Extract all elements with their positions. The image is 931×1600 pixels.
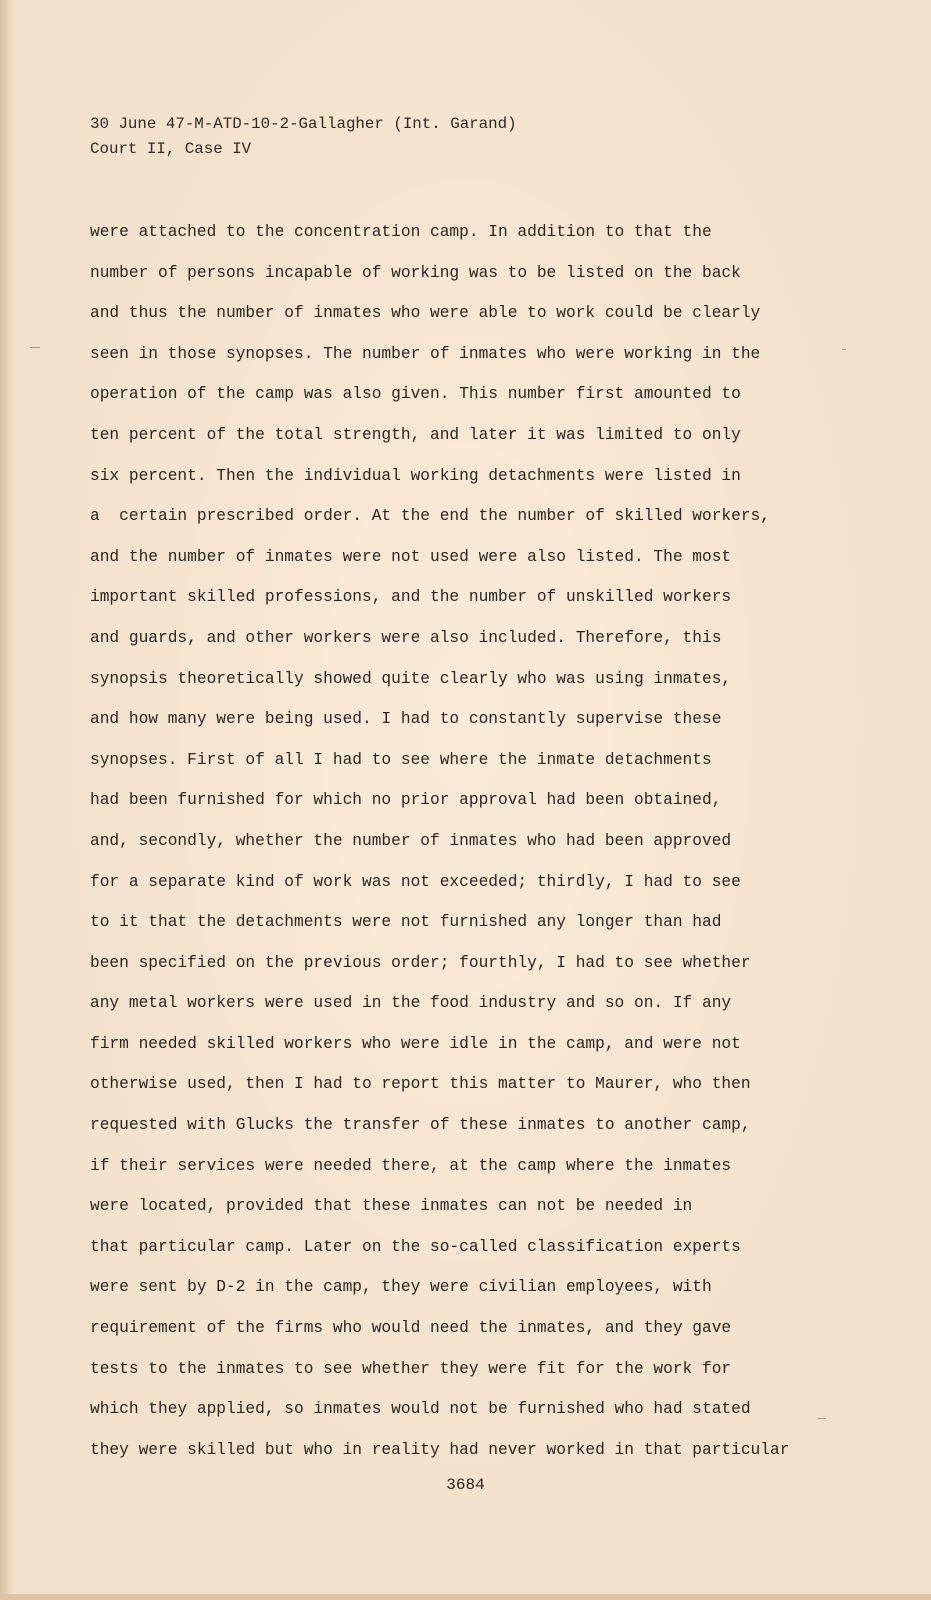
text-line: and thus the number of inmates who were able to work could be clearly bbox=[90, 304, 761, 323]
text-line: a certain prescribed order. At the end the number of skilled workers, bbox=[90, 507, 770, 526]
text-line: to it that the detachments were not furnished any longer than had bbox=[90, 913, 722, 932]
text-line: they were skilled but who in reality had never worked in that particular bbox=[90, 1440, 790, 1459]
text-line: number of persons incapable of working was to be listed on the back bbox=[90, 263, 741, 282]
header-reference-line: 30 June 47-M-ATD-10-2-Gallagher (Int. Garand) bbox=[90, 115, 517, 133]
text-line: operation of the camp was also given. This number first amounted to bbox=[90, 385, 741, 404]
page-number: 3684 bbox=[446, 1476, 485, 1494]
text-line: for a separate kind of work was not exceeded; thirdly, I had to see bbox=[90, 872, 741, 891]
text-line: and how many were being used. I had to constantly supervise these bbox=[90, 710, 722, 729]
text-line: tests to the inmates to see whether they were fit for the work for bbox=[90, 1359, 732, 1378]
paper-left-edge bbox=[0, 0, 14, 1600]
text-line: and the number of inmates were not used were also listed. The most bbox=[90, 547, 732, 566]
margin-mark bbox=[30, 347, 40, 348]
header-court-line: Court II, Case IV bbox=[90, 140, 252, 158]
text-line: requested with Glucks the transfer of these inmates to another camp, bbox=[90, 1116, 751, 1135]
text-line: were attached to the concentration camp. In addition to that the bbox=[90, 223, 712, 241]
paper-bottom-edge bbox=[0, 1594, 931, 1600]
text-line: synopses. First of all I had to see where the inmate detachments bbox=[90, 750, 712, 769]
text-line: ten percent of the total strength, and later it was limited to only bbox=[90, 425, 741, 444]
text-line: and, secondly, whether the number of inmates who had been approved bbox=[90, 831, 732, 850]
text-line: were located, provided that these inmates can not be needed in bbox=[90, 1197, 693, 1216]
text-line: any metal workers were used in the food industry and so on. If any bbox=[90, 994, 732, 1013]
text-line: requirement of the firms who would need the inmates, and they gave bbox=[90, 1319, 732, 1338]
text-line: which they applied, so inmates would not be furnished who had stated bbox=[90, 1400, 751, 1419]
text-line: six percent. Then the individual working detachments were listed in bbox=[90, 466, 741, 485]
text-line: firm needed skilled workers who were idle in the camp, and were not bbox=[90, 1034, 741, 1053]
text-line: synopsis theoretically showed quite clearly who was using inmates, bbox=[90, 669, 732, 688]
margin-mark bbox=[818, 1418, 826, 1419]
text-line: and guards, and other workers were also included. Therefore, this bbox=[90, 628, 722, 647]
text-line: otherwise used, then I had to report this matter to Maurer, who then bbox=[90, 1075, 751, 1094]
text-line: that particular camp. Later on the so-called classification experts bbox=[90, 1237, 741, 1256]
body-text bbox=[90, 212, 789, 1470]
text-line: seen in those synopses. The number of inmates who were working in the bbox=[90, 344, 761, 363]
text-line: had been furnished for which no prior approval had been obtained, bbox=[90, 791, 722, 810]
margin-mark bbox=[842, 349, 846, 350]
document-header bbox=[90, 112, 517, 162]
text-line: important skilled professions, and the number of unskilled workers bbox=[90, 588, 732, 607]
text-line: been specified on the previous order; fourthly, I had to see whether bbox=[90, 953, 751, 972]
text-line: if their services were needed there, at the camp where the inmates bbox=[90, 1156, 732, 1175]
text-line: were sent by D-2 in the camp, they were civilian employees, with bbox=[90, 1278, 712, 1297]
